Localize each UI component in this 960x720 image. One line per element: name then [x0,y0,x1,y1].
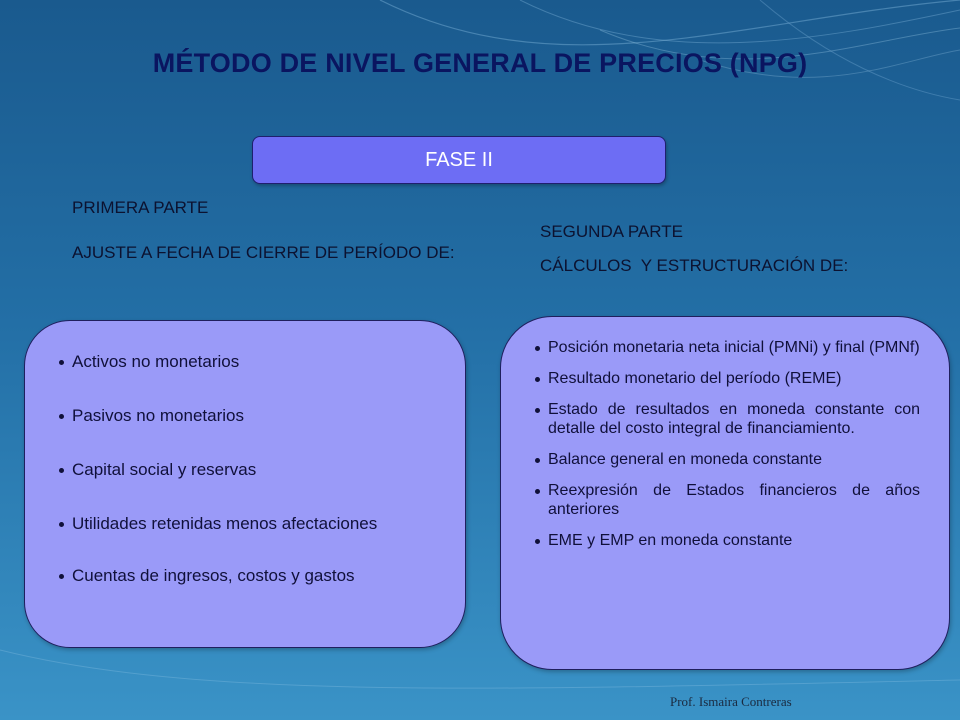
second-part-heading: SEGUNDA PARTE [540,222,683,241]
phase-label: FASE II [425,148,493,171]
first-part-list [72,350,440,618]
list-item: Cuentas de ingresos, costos y gastos [72,564,440,588]
slide-title: MÉTODO DE NIVEL GENERAL DE PRECIOS (NPG) [152,48,808,78]
first-part-heading: PRIMERA PARTE [72,198,209,217]
phase-box [252,136,666,184]
list-item: EME y EMP en moneda constante [548,531,920,550]
list-item: Capital social y reservas [72,458,440,482]
list-item: Utilidades retenidas menos afectaciones [72,506,440,542]
second-part-subheading: CÁLCULOS Y ESTRUCTURACIÓN DE: [540,256,849,275]
first-part-subheading: AJUSTE A FECHA DE CIERRE DE PERÍODO DE: [72,243,455,262]
list-item: Posición monetaria neta inicial (PMNi) y final (PMNf) [548,339,920,356]
list-item: Resultado monetario del período (REME) [548,369,920,388]
list-item: Reexpresión de Estados financieros de años anteriores [548,482,920,518]
author-footer: Prof. Ismaira Contreras [670,694,792,709]
list-item: Pasivos no monetarios [72,404,440,428]
list-item: Balance general en moneda constante [548,450,920,469]
list-item: Activos no monetarios [72,350,440,374]
list-item: Estado de resultados en moneda constante con detalle del costo integral de financiamiento. [548,401,920,437]
second-part-list [548,338,920,562]
